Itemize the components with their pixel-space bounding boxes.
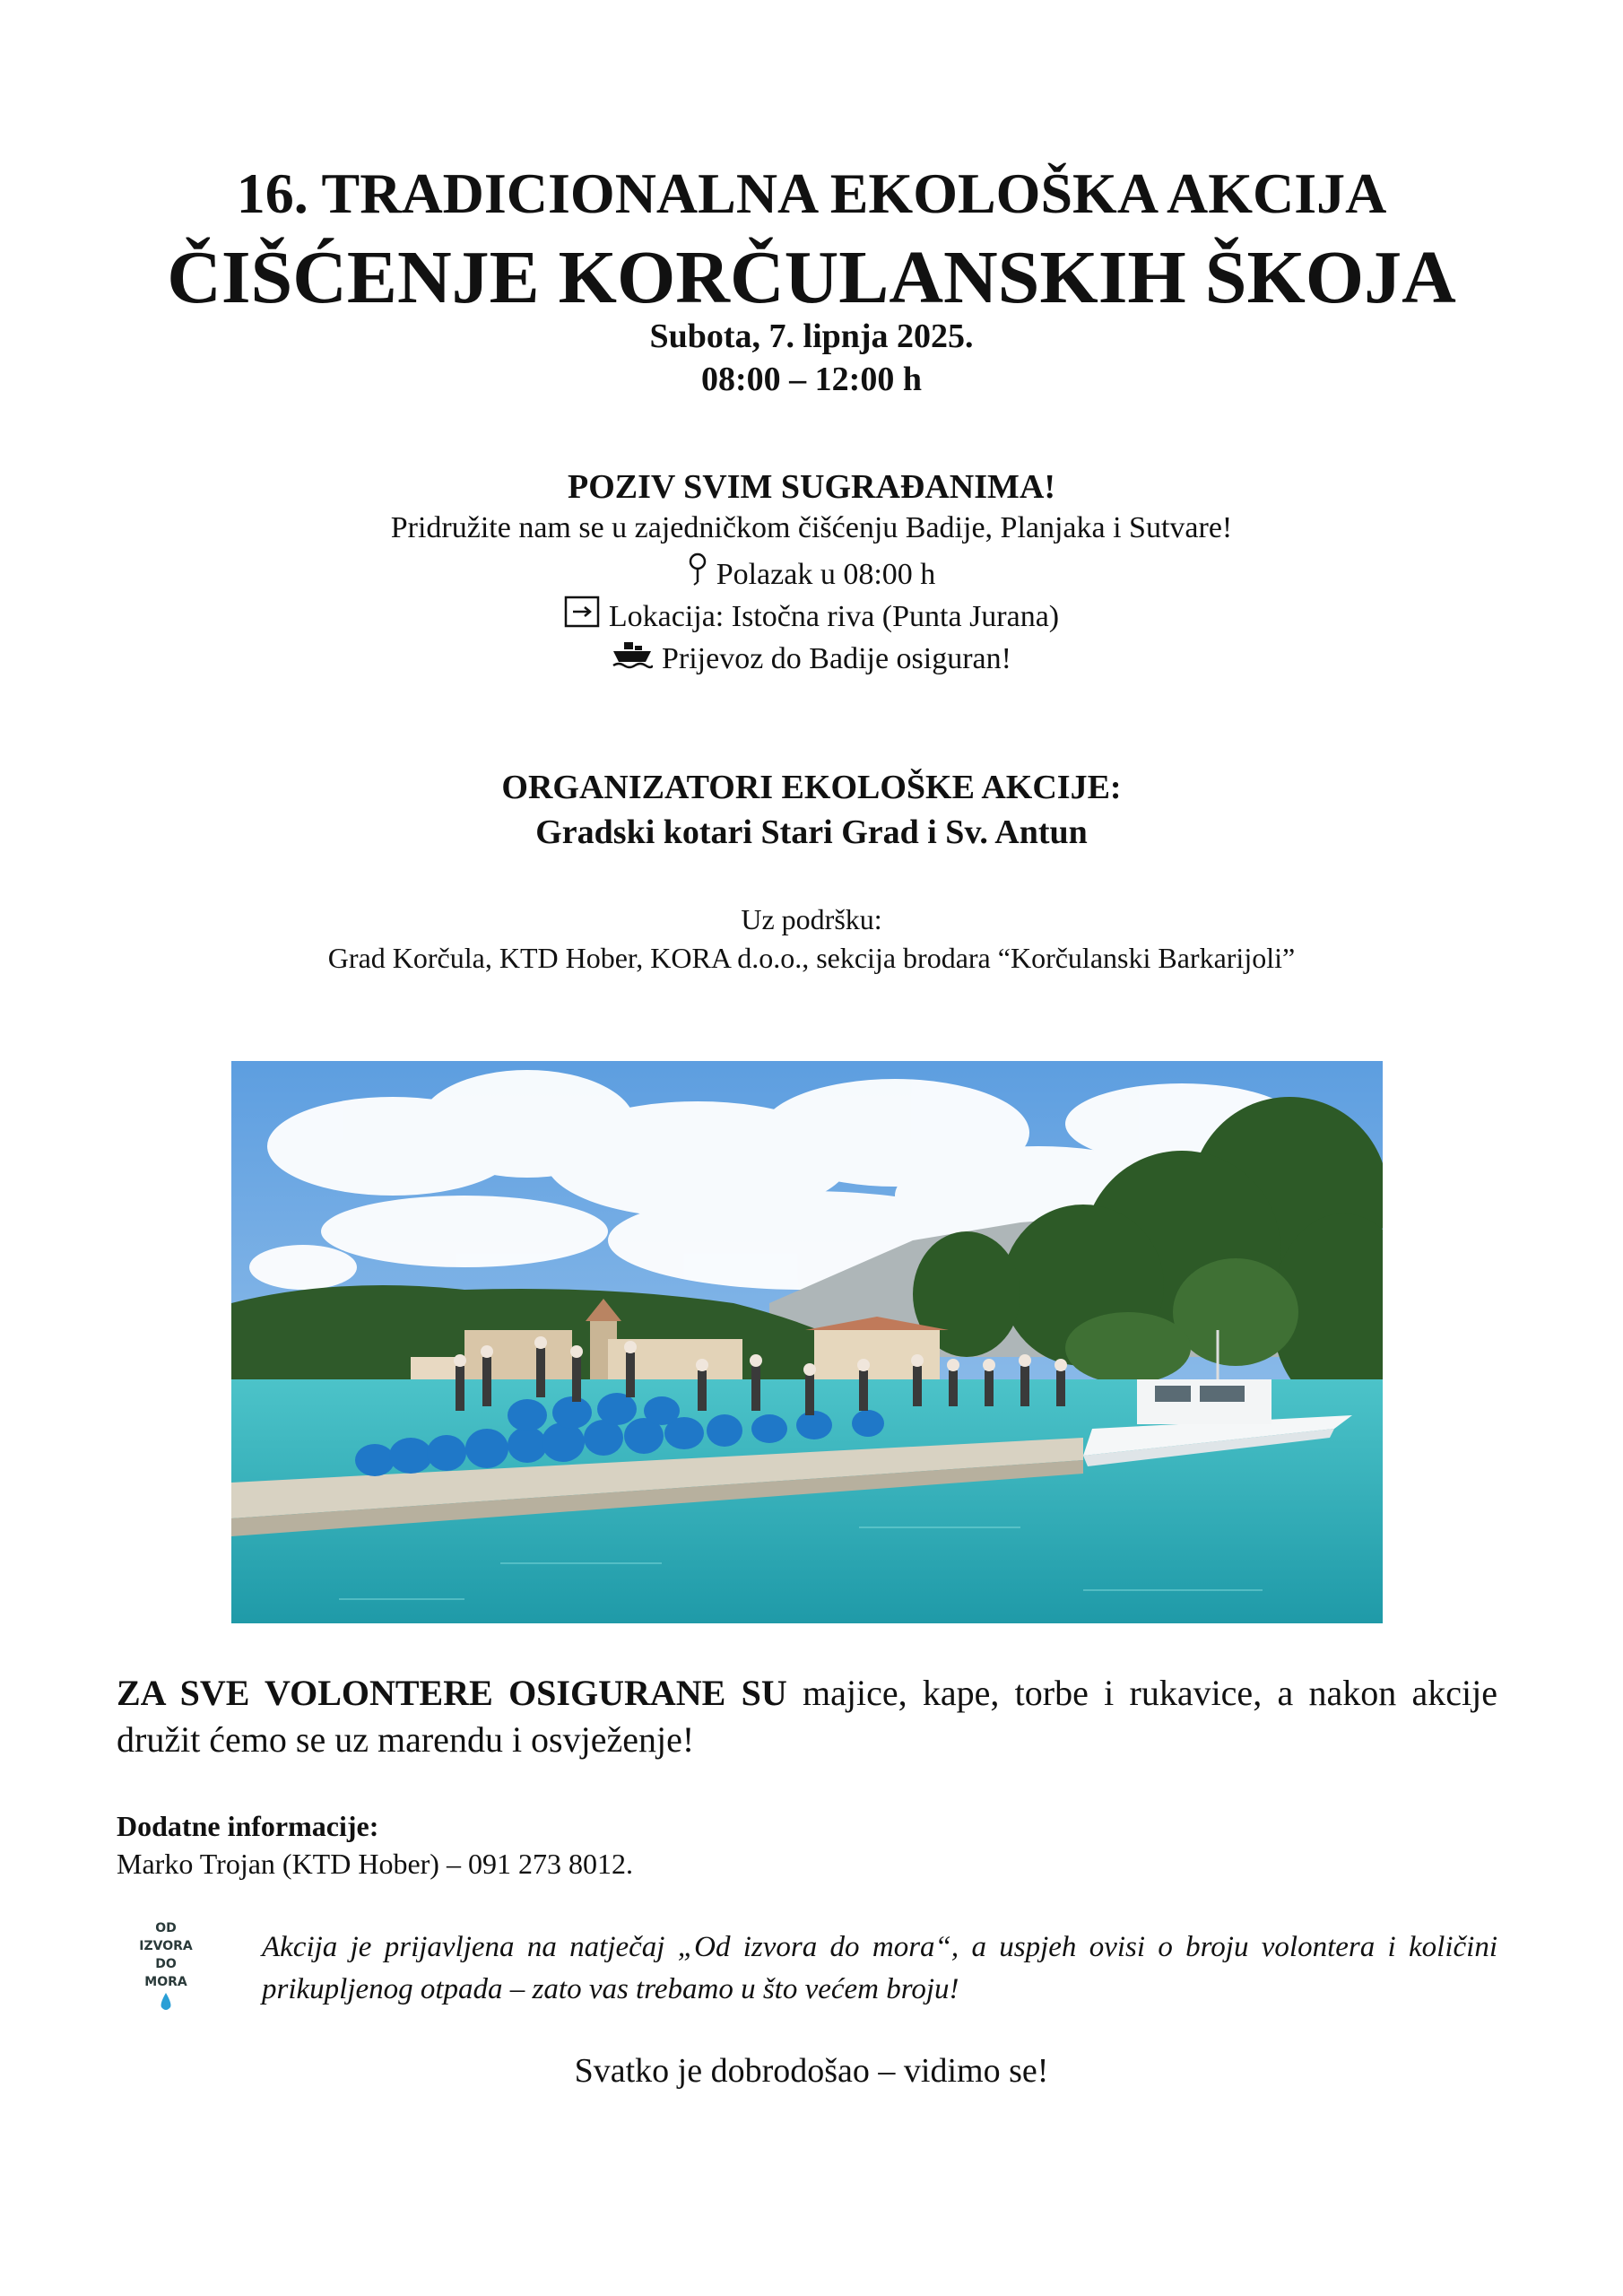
location-line	[0, 596, 1623, 638]
contact-text: Marko Trojan (KTD Hober) – 091 273 8012.	[117, 1848, 633, 1880]
event-date: Subota, 7. lipnja 2025.	[649, 317, 974, 355]
organizers-names: Gradski kotari Stari Grad i Sv. Antun	[535, 813, 1088, 851]
support-label: Uz podršku:	[741, 903, 882, 935]
logo-line-1: OD	[155, 1921, 177, 1935]
logo-line-2: IZVORA	[139, 1939, 193, 1953]
departure-text: Polazak u 08:00 h	[716, 557, 936, 591]
transport-line	[0, 639, 1623, 679]
boat-icon	[612, 639, 653, 679]
event-photo	[231, 1061, 1383, 1623]
volunteers-paragraph	[117, 1670, 1497, 1763]
water-drop-icon	[161, 1993, 171, 2010]
invitation-heading: POZIV SVIM SUGRAĐANIMA!	[568, 468, 1055, 506]
volunteers-rest: majice, kape, torbe i rukavice, a nakon akcije družit ćemo se uz marendu i osvježenje!	[117, 1673, 1497, 1760]
title-line-2: ČIŠĆENJE KORČULANSKIH ŠKOJA	[167, 236, 1456, 319]
logo-line-3: DO	[155, 1957, 177, 1971]
organizers-heading: ORGANIZATORI EKOLOŠKE AKCIJE:	[501, 769, 1122, 806]
contact-label: Dodatne informacije:	[117, 1810, 379, 1842]
arrow-box-icon	[564, 596, 600, 638]
logo-line-4: MORA	[144, 1975, 187, 1989]
title-line-1: 16. TRADICIONALNA EKOLOŠKA AKCIJA	[236, 161, 1387, 225]
event-time: 08:00 – 12:00 h	[701, 361, 922, 398]
volunteers-bold: ZA SVE VOLONTERE OSIGURANE SU	[117, 1673, 787, 1713]
pin-icon	[688, 552, 707, 596]
closing-line: Svatko je dobrodošao – vidimo se!	[574, 2052, 1049, 2090]
departure-line	[0, 552, 1623, 596]
od-izvora-do-mora-logo	[126, 1918, 206, 2016]
invitation-text: Pridružite nam se u zajedničkom čišćenju Badije, Planjaka i Sutvare!	[390, 511, 1233, 544]
location-text: Lokacija: Istočna riva (Punta Jurana)	[608, 599, 1060, 633]
support-names: Grad Korčula, KTD Hober, KORA d.o.o., sekcija brodara “Korčulanski Barkarijoli”	[327, 942, 1296, 974]
transport-text: Prijevoz do Badije osiguran!	[662, 641, 1011, 675]
contest-note: Akcija je prijavljena na natječaj „Od izvora do mora“, a uspjeh ovisi o broju volontera i količini prikupljenog otpada – zato vas trebamo u što većem broju!	[262, 1931, 1497, 2005]
